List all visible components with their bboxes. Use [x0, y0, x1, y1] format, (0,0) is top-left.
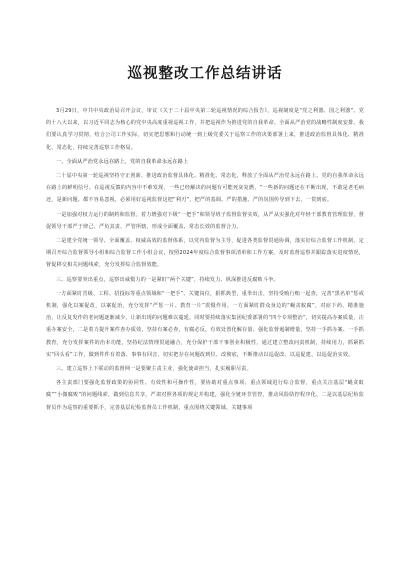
section-heading-1: 一、全面从严治党永远在路上，党的自我革命永远在路上 — [56, 158, 189, 165]
paragraph-point-1: 一是加强对权力运行的制约和监督。着力增强对下级“一把手”和领导班子监督监督实效，从严从实强化对年轻干部教育管理监督，督促领导干部严于律己、严负其责、严管所辖，形成全面覆盖、常态长效的监督合力。 — [46, 211, 364, 230]
paragraph-section-1-body: 二十届中央第一轮巡视坚持守正创新、推进政治监督具体化、精准化、常态化，释放了全面从严治党永远在路上、党的自我革命永远在路上的鲜明信号。在巡视反馈的内容中不难发现，一些已经解决的问题有可能死灰复燃，“一些新的问题还在不断出现，不敢是老毛病还，是新问题。都不容易忽视，必须用好巡视监督这把“利刃”，把严的基调、严的措施、严的氛围传导到下去，一贯到底。 — [46, 173, 364, 204]
paragraph-section-3-lead: 三、建立巡察上下联动的监督网一是要聚主责主业，强化使命担当，扎实履职尽责。 — [56, 366, 252, 373]
paragraph-section-2-lead: 三、巡察要突出重点，巡察出威慑力的一是紧盯“两个关键”，持续发力、纵深推进反腐败斗争。 — [56, 276, 279, 283]
paragraph-section-2-body: 一方面紧盯晋级、工程、招投标等重点领域和“一把手”、关键岗位，狠抓典型，重拳出击，坚持受贿行贿一起查，完善“黑名单”惩戒机制，强化以案促改，以案促治，充分发挥“严惩一片、教育一片”震慑作用。一方面紧盯群众身边的“蝇贪蚁腐”，对症下药、精准施治，让反复发作的老问题逐渐减少，让新出现的问题难以蔓延。同时要持续落实集团纪委部署的“四个专项整治”，切实提高办案质量，注重办案安全，二是着力提升案件查办质效，坚持有案必查，有腐必反，有效处置化解存量、强化监督遏制增量，坚持一手抓办案、一手抓教育，充分发挥案件的治本功能，坚持纪法情理贯通融合，充分保护干部干事创业积极性，通过建立整改问责机制，持续用力，抓紧抓实“回头看”工作，做到件件有着落、事事有回音，切实把存在问题改到位、改彻底，不断推动以巡促改、以巡促建、以巡促治实效。 — [46, 290, 365, 358]
paragraph-section-3-body: 各主责部门要强化监督政策的协同性、有效性和可操作性，要协助对重点事项、重点领域进行综合监督，重点关注基层“蝇贪蚁腐”“小微腐败”的问题线索，做到信息共享，严肃对照各项的规定并构建，强化全链环节管控，推动风险防控程序化、二是以基层纪检监督员作为巡察的重要抓手，完善基层纪检监督员工作机制，重点围绕关键领域、关键事项 — [46, 380, 364, 411]
paragraph-point-2: 二是建全党统一领导、全面覆盖、权威高效的监督体系，以党内监督为主导，促进各类监督贯通协调，落实好综合监督工作机制，定期召开综合监督领导小组和综合监督工作小组会议，按照2024年度综合监督事项清单和工作方案，及时监督巡察并跟踪落实进度情况，督促移交相关问题线索，充分发挥综合监督效能。 — [46, 238, 364, 269]
paragraph-intro: 3月29日，中共中央政治局召开会议，审议《关于二十届中央第二轮巡视情况的综合报告》，巡视制度是“党之利器、国之利器”。党的十八大以来，以习近平同志为核心的党中央高度重视巡视工作，并把巡视作为推进党的自我革命、全面从严治党的战略性制度安排。我们要认真学习贯彻，结合公司工作实际，切实把思想和行动统一到上级党委关于巡察工作的决策部署上来，推进政治监督具体化、精准化、常态化，持续完善巡察工作格局。 — [46, 108, 364, 151]
document-title: 巡视整改工作总结讲话 — [127, 65, 283, 82]
